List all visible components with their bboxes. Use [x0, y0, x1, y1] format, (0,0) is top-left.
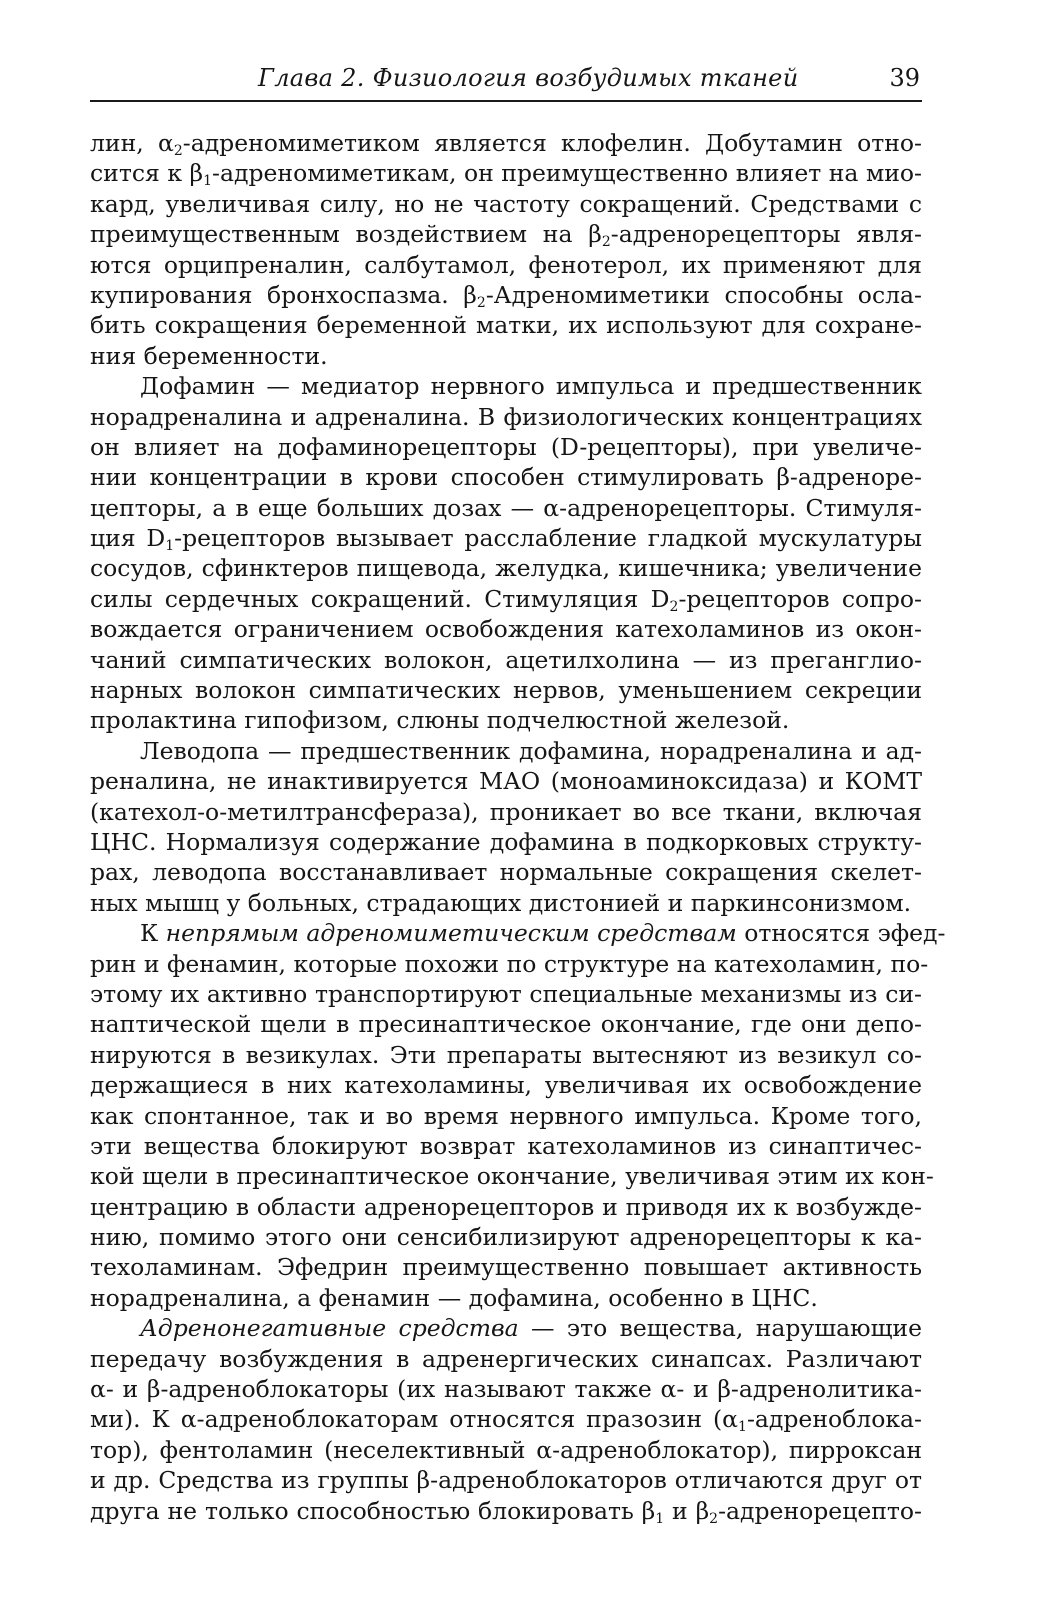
text-line: α- и β-адреноблокаторы (их называют также α- и β-адренолитика-	[90, 1375, 922, 1404]
running-header	[90, 60, 922, 102]
text-line: Адренонегативные средства — это вещества, нарушающие	[140, 1314, 922, 1343]
text-line: кард, увеличивая силу, но не частоту сокращений. Средствами с	[90, 189, 922, 218]
text-line: наптической щели в пресинаптическое окончание, где они депо-	[90, 1010, 922, 1039]
text-line: центрацию в области адренорецепторов и приводя их к возбужде-	[90, 1192, 922, 1221]
text-line: силы сердечных сокращений. Стимуляция $D_2$-рецепторов сопро-	[90, 584, 922, 615]
text-line: рах, леводопа восстанавливает нормальные сокращения скелет-	[90, 858, 922, 887]
text-line: техоламинам. Эфедрин преимущественно повышает активность	[90, 1253, 922, 1282]
text-line: купирования бронхоспазма. $\beta_2$-Адреномиметики способны осла-	[90, 280, 922, 311]
text-line: друга не только способностью блокировать $\beta_1$ и $\beta_2-адренорецепто-$	[90, 1496, 922, 1527]
paragraph-adrenomimetics	[90, 128, 922, 371]
text-line: рин и фенамин, которые похожи по структуре на катехоламин, по-	[90, 949, 929, 978]
text-line: ных мышц у больных, страдающих дистонией и паркинсонизмом.	[90, 888, 912, 917]
text-line: передачу возбуждения в адренергических синапсах. Различают	[90, 1344, 922, 1373]
text-line: тор), фентоламин (неселективный α-адреноблокатор), пирроксан	[90, 1435, 922, 1464]
text-line: преимущественным воздействием на $\beta_2$-адренорецепторы явля-	[90, 220, 922, 251]
text-line: (катехол-о-метилтрансфераза), проникает во все ткани, включая	[90, 797, 922, 826]
text-line: бить сокращения беременной матки, их используют для сохране-	[90, 311, 922, 340]
text-line: реналина, не инактивируется МАО (моноаминоксидаза) и КОМТ	[90, 767, 922, 796]
text-line: ются орципреналин, салбутамол, фенотерол, их применяют для	[90, 250, 922, 279]
text-line: ния беременности.	[90, 341, 328, 370]
text-line: ция $D_1$-рецепторов вызывает расслабление гладкой мускулатуры	[90, 524, 922, 555]
text-line: сится к $\beta_1$-адреномиметикам, он преимущественно влияет на мио-	[90, 159, 922, 190]
page-number: 39	[889, 64, 920, 92]
text-line: кой щели в пресинаптическое окончание, увеличивая этим их кон-	[90, 1162, 934, 1191]
text-line: чаний симпатических волокон, ацетилхолина — из преганглио-	[90, 645, 922, 674]
text-line: нируются в везикулах. Эти препараты вытесняют из везикул со-	[90, 1040, 922, 1069]
text-line: норадреналина, а фенамин — дофамина, особенно в ЦНС.	[90, 1283, 818, 1312]
text-line: сосудов, сфинктеров пищевода, желудка, кишечника; увеличение	[90, 554, 922, 583]
paragraph-levodopa	[90, 736, 922, 918]
text-line: нию, помимо этого они сенсибилизируют адренорецепторы к ка-	[90, 1223, 922, 1252]
text-line: Дофамин — медиатор нервного импульса и предшественник	[140, 372, 922, 401]
text-line: как спонтанное, так и во время нервного импульса. Кроме того,	[90, 1101, 922, 1130]
text-line: цепторы, а в еще больших дозах — α-адренорецепторы. Стимуля-	[90, 493, 922, 522]
chapter-title: Глава 2. Физиология возбудимых тканей	[258, 64, 799, 92]
text-line: вождается ограничением освобождения катехоламинов из окон-	[90, 615, 922, 644]
italic-term: непрямым адреномиметическим средствам	[165, 919, 737, 948]
text-line: держащиеся в них катехоламины, увеличивая их освобождение	[90, 1071, 922, 1100]
text-line: этому их активно транспортируют специальные механизмы из си-	[90, 979, 922, 1008]
text-line: и др. Средства из группы β-адреноблокаторов отличаются друг от	[90, 1466, 922, 1495]
text-line: он влияет на дофаминорецепторы (D-рецепторы), при увеличе-	[90, 432, 922, 461]
text-line: эти вещества блокируют возврат катехоламинов из синаптичес-	[90, 1131, 922, 1160]
text-line: норадреналина и адреналина. В физиологических концентрациях	[90, 402, 922, 431]
paragraph-dopamine	[90, 371, 922, 736]
text-line: нии концентрации в крови способен стимулировать β-адреноре-	[90, 463, 922, 492]
text-line: Леводопа — предшественник дофамина, норадреналина и ад-	[140, 736, 922, 765]
text-line: пролактина гипофизом, слюны подчелюстной железой.	[90, 706, 790, 735]
text-line: нарных волокон симпатических нервов, уменьшением секреции	[90, 676, 922, 705]
paragraph-adrenonegative	[90, 1313, 922, 1526]
paragraph-indirect-adrenomimetics	[90, 918, 946, 1313]
text-line: лин, $\alpha_2$-адреномиметиком является клофелин. Добутамин отно-	[90, 129, 922, 159]
body-text	[90, 128, 946, 1527]
text-line: ЦНС. Нормализуя содержание дофамина в подкорковых структу-	[90, 827, 922, 856]
text-line: К непрямым адреномиметическим средствам относятся эфед-	[140, 919, 946, 948]
text-line: ми). К α-адреноблокаторам относятся празозин ($\alpha_1-адреноблока-$	[90, 1405, 922, 1436]
italic-term: Адренонегативные средства	[140, 1314, 519, 1343]
